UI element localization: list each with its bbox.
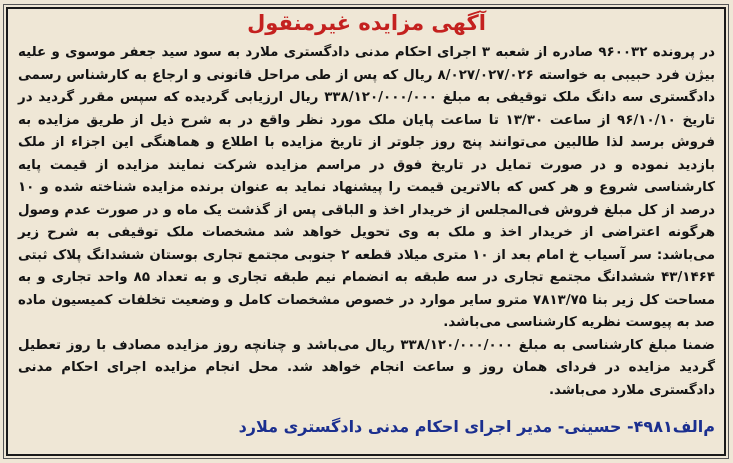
notice-signature: م‌الف۴۹۸۱- حسینی- مدیر اجرای احکام مدنی دادگستری ملارد [238,417,715,436]
notice-body [18,42,715,402]
notice-paragraph-main: در پرونده ۹۶۰۰۳۲ صادره از شعبه ۳ اجرای احکام مدنی دادگستری ملارد به سود سید جعفر موسوی و علیه بیژن فرد حبیبی به خواسته ۸/۰۲۷/۰۲۷/۰۲۶ ریال که پس از طی مراحل قانونی و ارجاع به کارشناس رسمی دادگستری سه دانگ ملک توقیفی به مبلغ ۳۳۸/۱۲۰/۰۰۰/۰۰۰ ریال ارزیابی گردیده که سپس مقرر گردید در تاریخ ۹۶/۱۰/۱۰ از ساعت ۱۳/۳۰ تا ساعت پایان ملک مورد نظر واقع در به شرح ذیل از طریق مزایده به فروش برسد لذا طالبین می‌توانند پنج روز جلوتر از تاریخ مزایده با اطلاع و هماهنگی این اجزاء از ملک بازدید نموده و در صورت تمایل در تاریخ فوق در مراسم مزایده شرکت نمایند مزایده از قیمت پایه کارشناسی شروع و هر کس که بالاترین قیمت را پیشنهاد نماید به عنوان برنده مزایده شناخته شده و ۱۰ درصد از کل مبلغ فروش فی‌المجلس از خریدار اخذ و الباقی پس از گذشت یک ماه و در صورت عدم وصول هرگونه اعتراضی از خریدار اخذ و ملک به وی تحویل خواهد شد مشخصات ملک توقیفی به شرح زیر می‌باشد: سر آسیاب خ امام بعد از ۱۰ متری میلاد قطعه ۲ جنوبی مجتمع تجاری بوستان ششدانگ پلاک ثبتی ۴۳/۱۴۶۴ ششدانگ مجتمع تجاری در سه طبقه به انضمام نیم طبقه تجاری و به تعداد ۸۵ واحد تجاری و به مساحت کل زیر بنا ۷۸۱۳/۷۵ مترو سایر موارد در خصوص مشخصات کامل و وضعیت تخلفات کمیسیون ماده صد به پیوست نظریه کارشناسی می‌باشد. [18,45,715,330]
notice-paragraph-note: ضمنا مبلغ کارشناسی به مبلغ ۳۳۸/۱۲۰/۰۰۰/۰۰۰ ریال می‌باشد و چنانچه روز مزایده مصادف با روز تعطیل گردید مزایده در فردای همان روز و ساعت انجام خواهد شد. محل انجام مزایده اجرای احکام مدنی دادگستری ملارد می‌باشد. [18,337,715,398]
notice-title: آگهی مزایده غیرمنقول [247,11,486,35]
